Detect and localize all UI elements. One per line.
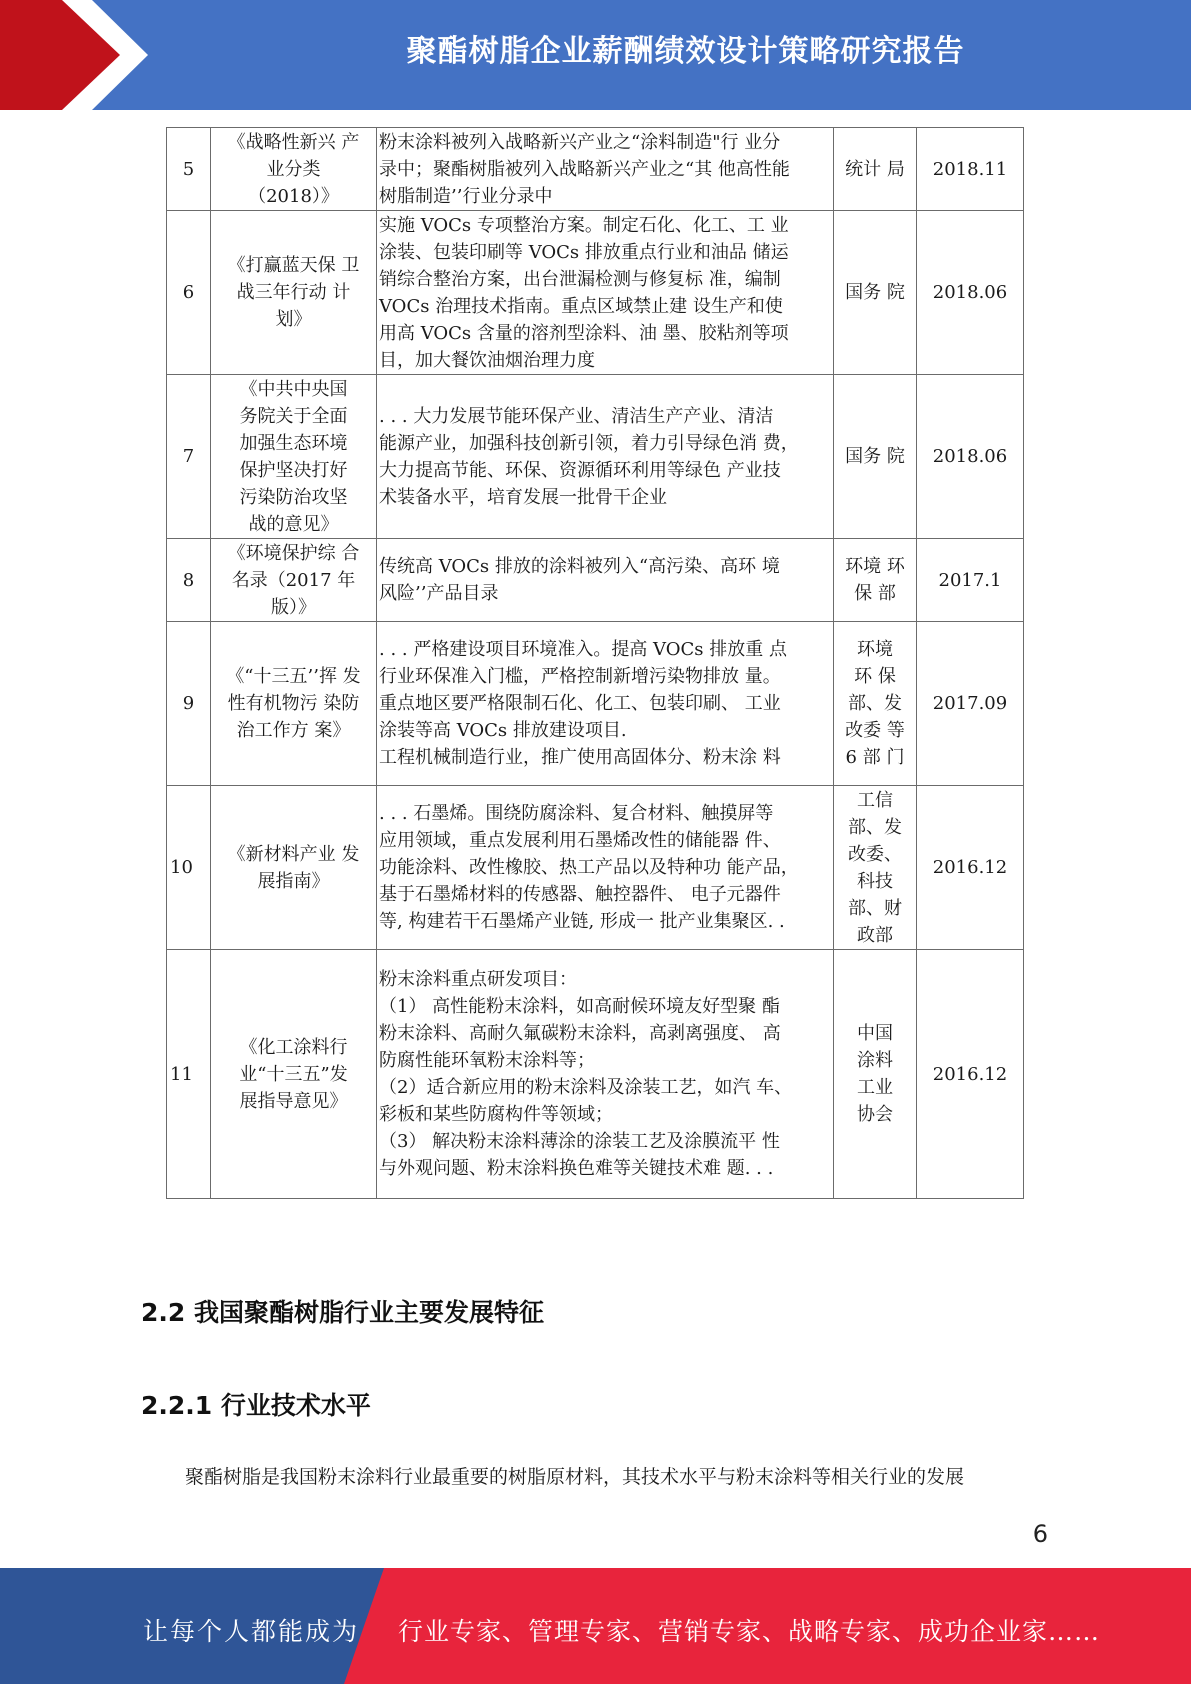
policy-name-cell [211, 539, 377, 622]
issuing-department-cell [834, 128, 917, 211]
row-number-cell: 5 [167, 128, 211, 211]
issuing-department-cell [834, 622, 917, 786]
cell-line: 战的意见》 [248, 513, 339, 535]
policy-content-cell [377, 622, 834, 786]
cell-line: . . . 严格建设项目环境准入。提高 VOCs 排放重 点 [379, 639, 787, 660]
cell-line: 彩板和某些防腐构件等领域； [379, 1104, 613, 1125]
policy-table [166, 127, 1024, 1199]
cell-line: 保护坚决打好 [239, 459, 348, 481]
cell-line: 《打赢蓝天保 卫 [227, 255, 360, 276]
cell-line: 行业环保准入门槛，严格控制新增污染物排放 量。 [379, 666, 781, 687]
cell-line: 《环境保护综 合 [227, 542, 360, 564]
cell-line: 涂料 [857, 1050, 893, 1071]
cell-line: 《战略性新兴 产 [227, 131, 360, 153]
cell-line: 部、财 [848, 897, 902, 919]
cell-line: 《新材料产业 发 [227, 843, 360, 865]
footer-slogan-left: 让每个人都能成为 [143, 1617, 360, 1646]
cell-line: 《化工涂料行 [239, 1036, 348, 1058]
cell-line: 名录（2017 年 [231, 569, 356, 591]
cell-line: 6 部 门 [845, 747, 905, 768]
policy-table-body [167, 128, 1024, 1199]
cell-line: 重点地区要严格限制石化、化工、包装印刷、 工业 [379, 693, 781, 714]
report-title: 聚酯树脂企业薪酬绩效设计策略研究报告 [406, 34, 965, 69]
cell-line: 业分类 [266, 158, 321, 180]
cell-line: 务院关于全面 [239, 405, 348, 427]
policy-name-cell [211, 622, 377, 786]
policy-content-cell [377, 375, 834, 539]
footer-slogan-right: 行业专家、管理专家、营销专家、战略专家、成功企业家…… [398, 1617, 1101, 1646]
policy-name-cell [211, 375, 377, 539]
cell-line: 国务 院 [845, 446, 905, 467]
cell-line: 中国 [857, 1023, 893, 1044]
cell-line: 工程机械制造行业，推广使用高固体分、粉末涂 料 [379, 747, 781, 768]
cell-line: 等, 构建若干石墨烯产业链, 形成一 批产业集聚区. . [379, 911, 785, 932]
row-number-cell: 7 [167, 375, 211, 539]
cell-line: . . . 大力发展节能环保产业、清洁生产产业、清洁 [379, 405, 774, 427]
cell-line: 部、发 [848, 816, 902, 838]
cell-line: 统计 局 [845, 158, 905, 180]
subsection-heading: 2.2.1 行业技术水平 [141, 1391, 371, 1420]
table-row [167, 786, 1024, 950]
cell-line: 国务 院 [845, 282, 905, 303]
issuing-department-cell [834, 950, 917, 1199]
cell-line: 部、发 [848, 693, 902, 714]
issue-date-cell: 2017.09 [917, 622, 1024, 786]
cell-line: 协会 [857, 1104, 893, 1125]
cell-line: 工信 [857, 789, 893, 811]
cell-line: 环 保 [854, 666, 896, 687]
issuing-department-cell [834, 539, 917, 622]
policy-content-cell [377, 211, 834, 375]
cell-line: 《“十三五’’挥 发 [226, 666, 361, 687]
policy-content-cell [377, 128, 834, 211]
cell-line: 展指南》 [257, 870, 330, 892]
cell-line: 涂装、包装印刷等 VOCs 排放重点行业和油品 储运 [379, 241, 789, 263]
cell-line: 版）》 [271, 596, 316, 618]
cell-line: 粉末涂料、高耐久氟碳粉末涂料，高剥离强度、 高 [379, 1023, 781, 1044]
cell-line: 能源产业，加强科技创新引领，着力引导绿色消 费， [379, 432, 799, 454]
cell-line: 性有机物污 染防 [227, 693, 360, 714]
policy-content-cell [377, 786, 834, 950]
cell-line: 改委 等 [845, 720, 905, 741]
header-chevron-logo [0, 0, 160, 110]
cell-line: 政部 [857, 924, 893, 946]
cell-line: 用高 VOCs 含量的溶剂型涂料、油 墨、胶粘剂等项 [379, 322, 789, 344]
issue-date-cell: 2018.11 [917, 128, 1024, 211]
cell-line: 术装备水平，培育发展一批骨干企业 [379, 486, 667, 508]
cell-line: （1） 高性能粉末涂料，如高耐候环境友好型聚 酯 [379, 996, 780, 1017]
policy-content-cell [377, 539, 834, 622]
policy-name-cell [211, 786, 377, 950]
issue-date-cell: 2018.06 [917, 211, 1024, 375]
cell-line: 污染防治攻坚 [239, 486, 348, 508]
cell-line: 环境 [857, 639, 893, 660]
cell-line: （2）适合新应用的粉末涂料及涂装工艺，如汽 车、 [379, 1077, 793, 1098]
row-number-cell: 11 [167, 950, 211, 1199]
cell-line: 录中；聚酯树脂被列入战略新兴产业之“其 他高性能 [379, 158, 790, 180]
cell-line: 应用领域，重点发展利用石墨烯改性的储能器 件、 [379, 830, 781, 851]
policy-name-cell [211, 128, 377, 211]
cell-line: 业“十三五”发 [239, 1063, 348, 1085]
row-number-cell: 8 [167, 539, 211, 622]
cell-line: （3） 解决粉末涂料薄涂的涂装工艺及涂膜流平 性 [379, 1131, 780, 1152]
issuing-department-cell [834, 211, 917, 375]
row-number-cell: 6 [167, 211, 211, 375]
body-paragraph: 聚酯树脂是我国粉末涂料行业最重要的树脂原材料，其技术水平与粉末涂料等相关行业的发展 [185, 1466, 965, 1488]
issue-date-cell: 2016.12 [917, 950, 1024, 1199]
cell-line: 保 部 [854, 583, 896, 604]
cell-line: 划》 [275, 309, 312, 330]
table-row [167, 539, 1024, 622]
cell-line: VOCs 治理技术指南。重点区域禁止建 设生产和使 [379, 295, 783, 317]
cell-line: （2018）》 [248, 185, 339, 207]
issuing-department-cell [834, 786, 917, 950]
cell-line: . . . 石墨烯。围绕防腐涂料、复合材料、触摸屏等 [379, 803, 774, 824]
cell-line: 粉末涂料被列入战略新兴产业之“涂料制造"行 业分 [379, 131, 781, 153]
policy-name-cell [211, 950, 377, 1199]
issuing-department-cell [834, 375, 917, 539]
policy-content-cell [377, 950, 834, 1199]
row-number-cell: 10 [167, 786, 211, 950]
cell-line: 风险’’产品目录 [379, 583, 499, 604]
cell-line: 环境 环 [845, 556, 905, 577]
page-footer [0, 1568, 1191, 1684]
table-row [167, 211, 1024, 375]
cell-line: 涂装等高 VOCs 排放建设项目. [379, 720, 627, 741]
cell-line: 科技 [857, 870, 893, 892]
cell-line: 治工作方 案》 [236, 720, 351, 741]
cell-line: 销综合整治方案，出台泄漏检测与修复标 准，编制 [379, 268, 781, 290]
table-row [167, 128, 1024, 211]
policy-name-cell [211, 211, 377, 375]
issue-date-cell: 2018.06 [917, 375, 1024, 539]
cell-line: 目，加大餐饮油烟治理力度 [379, 349, 595, 371]
table-row [167, 375, 1024, 539]
page-number: 6 [1032, 1520, 1048, 1548]
table-row [167, 622, 1024, 786]
row-number-cell: 9 [167, 622, 211, 786]
cell-line: 与外观问题、粉末涂料换色难等关键技术难 题. . . [379, 1158, 774, 1179]
cell-line: 展指导意见》 [239, 1090, 348, 1112]
cell-line: 《中共中央国 [239, 378, 348, 400]
section-heading: 2.2 我国聚酯树脂行业主要发展特征 [141, 1298, 544, 1327]
issue-date-cell: 2017.1 [917, 539, 1024, 622]
cell-line: 功能涂料、改性橡胶、热工产品以及特种功 能产品， [379, 857, 799, 878]
page-header [0, 0, 1191, 110]
cell-line: 实施 VOCs 专项整治方案。制定石化、化工、工 业 [379, 214, 789, 236]
cell-line: 基于石墨烯材料的传感器、触控器件、 电子元器件 [379, 884, 781, 905]
cell-line: 粉末涂料重点研发项目： [379, 969, 577, 990]
cell-line: 改委、 [848, 843, 902, 865]
table-row [167, 950, 1024, 1199]
issue-date-cell: 2016.12 [917, 786, 1024, 950]
cell-line: 树脂制造’’行业分录中 [379, 185, 553, 207]
cell-line: 传统高 VOCs 排放的涂料被列入“高污染、高环 境 [379, 556, 780, 577]
cell-line: 防腐性能环氧粉末涂料等； [379, 1050, 595, 1071]
cell-line: 工业 [857, 1077, 893, 1098]
cell-line: 大力提高节能、环保、资源循环利用等绿色 产业技 [379, 459, 781, 481]
cell-line: 加强生态环境 [239, 432, 348, 454]
cell-line: 战三年行动 计 [236, 282, 351, 303]
